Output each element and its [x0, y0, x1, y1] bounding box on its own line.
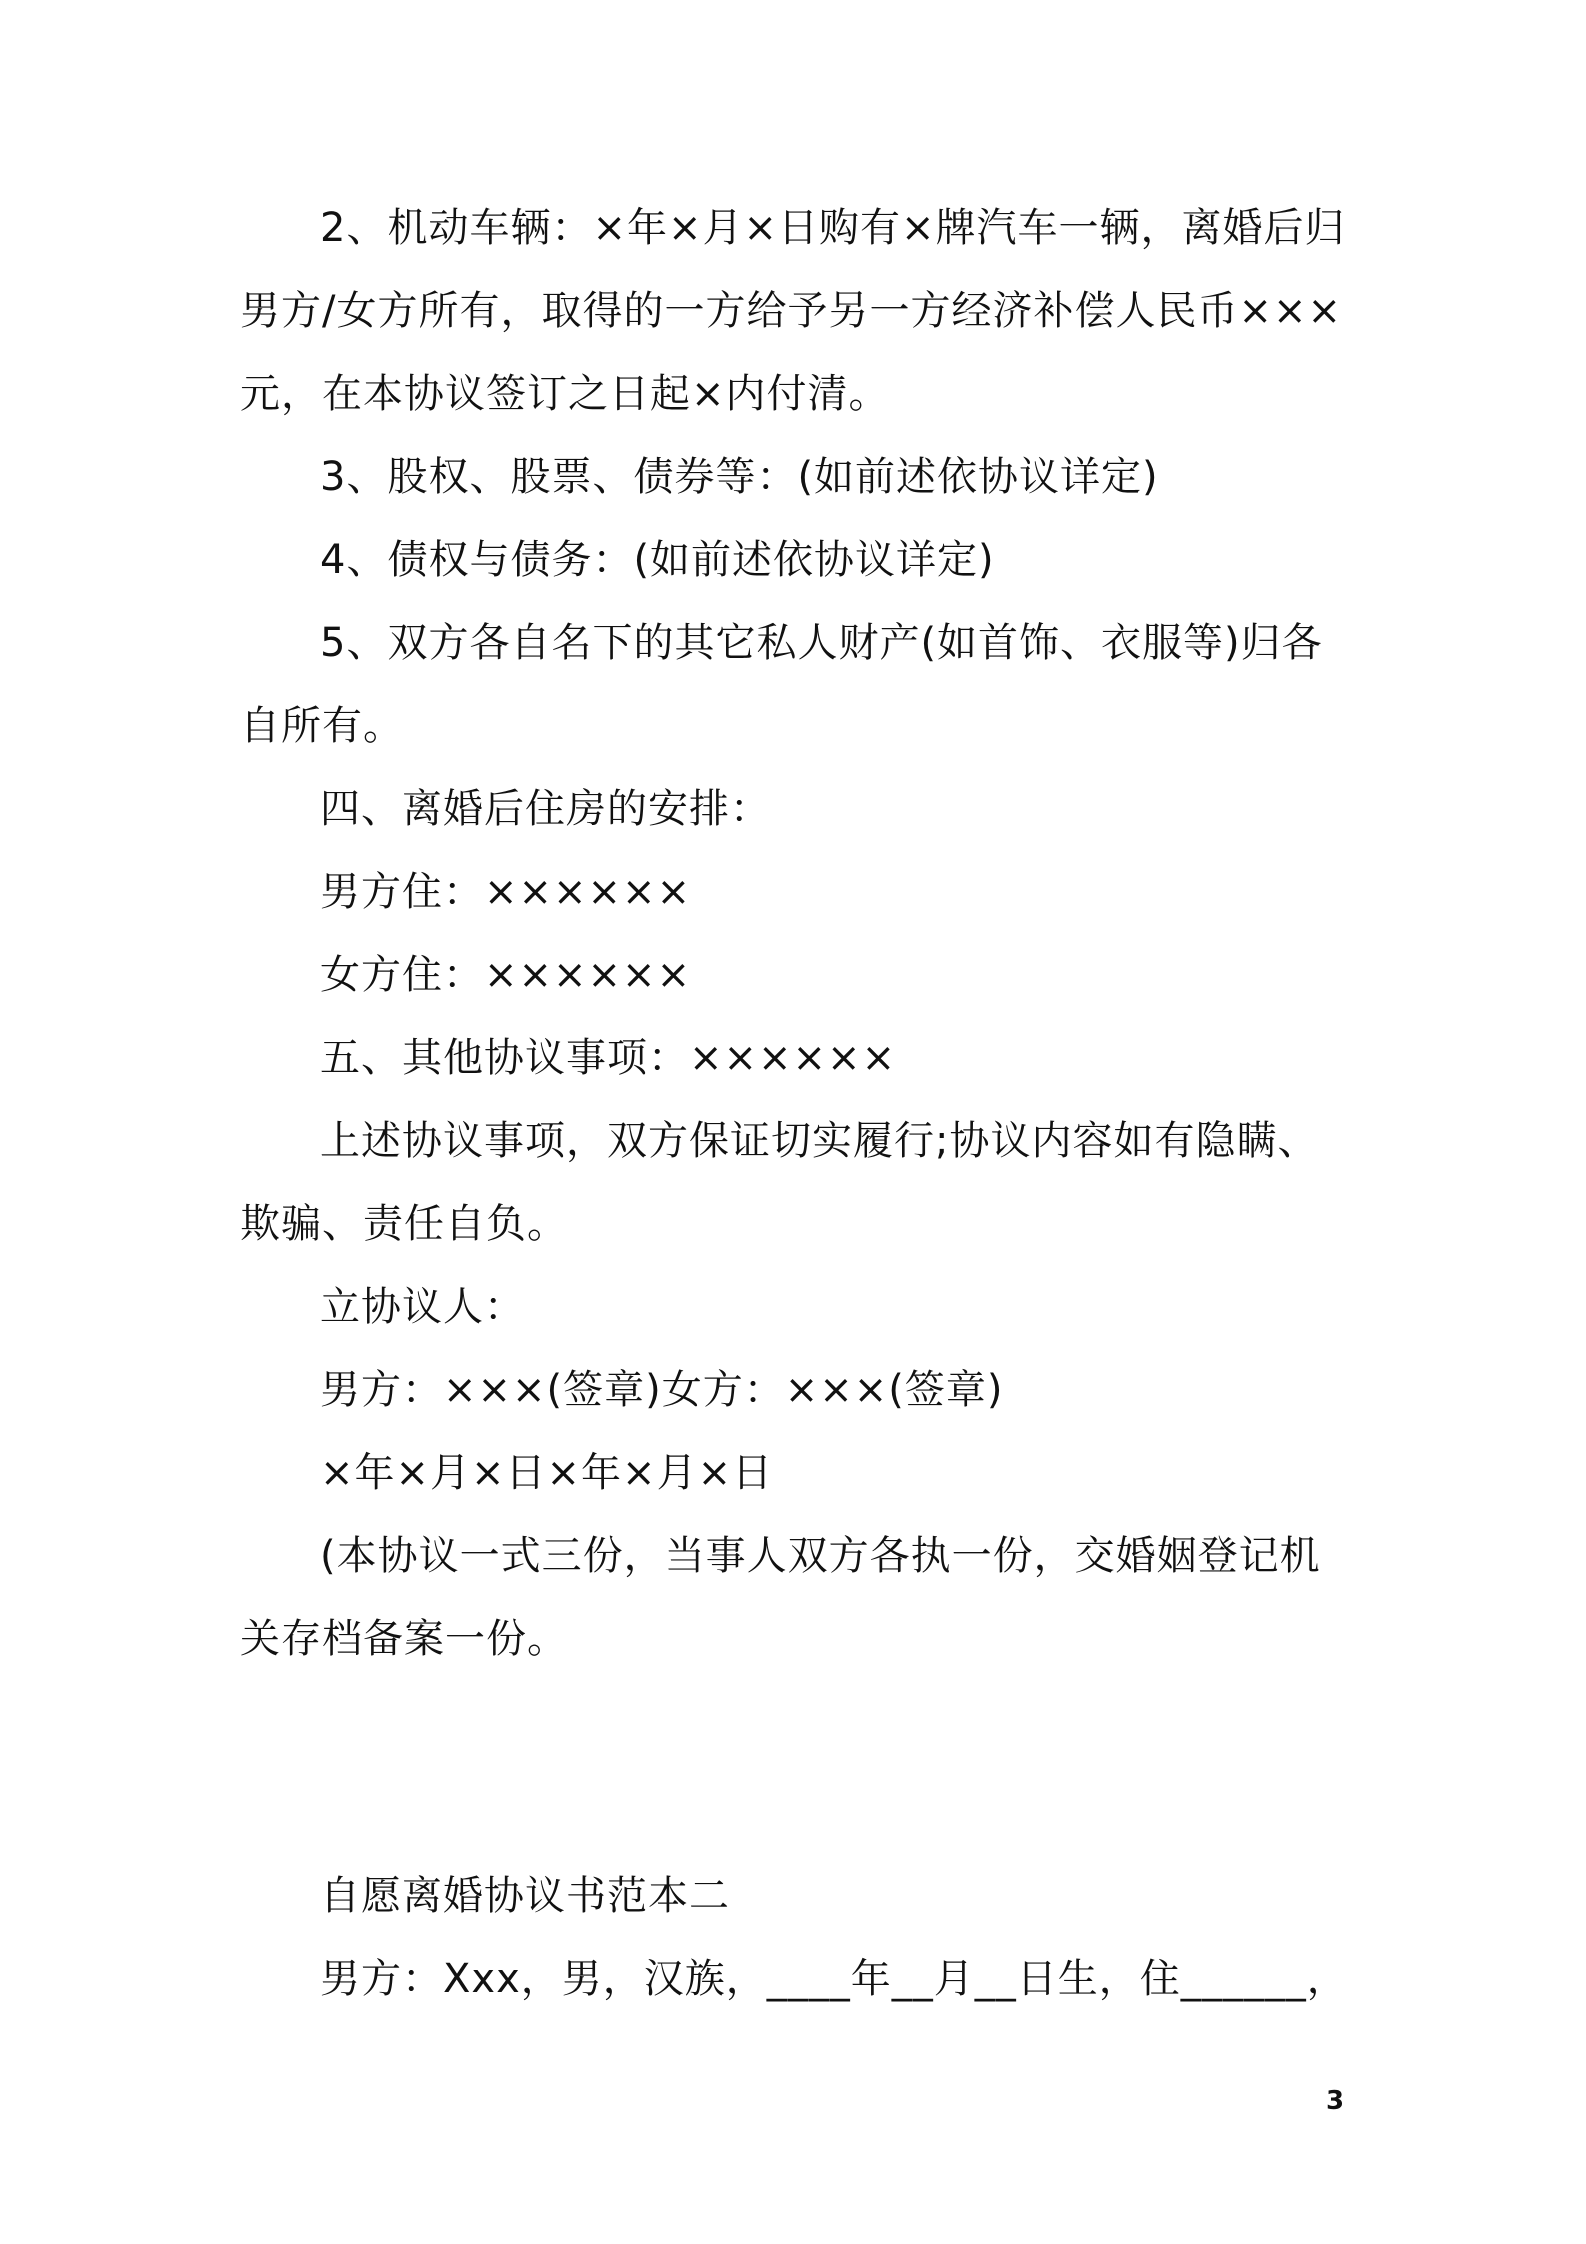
paragraph-debts: 4、债权与债务：(如前述依协议详定) [320, 537, 995, 583]
paragraph-stocks: 3、股权、股票、债券等：(如前述依协议详定) [320, 454, 1159, 500]
heading-housing: 四、离婚后住房的安排： [320, 786, 771, 832]
section-title-sample-two: 自愿离婚协议书范本二 [320, 1873, 730, 1919]
paragraph-husband-info: 男方：Xxx，男，汉族，____年__月__日生，住______， [320, 1956, 1348, 2002]
heading-other-matters: 五、其他协议事项：×××××× [320, 1035, 897, 1081]
paragraph-personal-property: 5、双方各自名下的其它私人财产(如首饰、衣服等)归各自所有。 [240, 620, 1323, 749]
paragraph-signatures: 男方：×××(签章)女方：×××(签章) [320, 1367, 1004, 1413]
paragraph-vehicle: 2、机动车辆：×年×月×日购有×牌汽车一辆，离婚后归男方/女方所有，取得的一方给予另一方经济补偿人民币×××元，在本协议签订之日起×内付清。 [240, 205, 1346, 417]
paragraph-guarantee: 上述协议事项，双方保证切实履行;协议内容如有隐瞒、欺骗、责任自负。 [240, 1118, 1319, 1247]
paragraph-dates: ×年×月×日×年×月×日 [320, 1450, 774, 1496]
page-number: 3 [1326, 2086, 1345, 2116]
paragraph-copies: (本协议一式三份，当事人双方各执一份，交婚姻登记机关存档备案一份。 [240, 1533, 1321, 1662]
paragraph-wife-housing: 女方住：×××××× [320, 952, 692, 998]
paragraph-husband-housing: 男方住：×××××× [320, 869, 692, 915]
label-signatories: 立协议人： [320, 1284, 525, 1330]
